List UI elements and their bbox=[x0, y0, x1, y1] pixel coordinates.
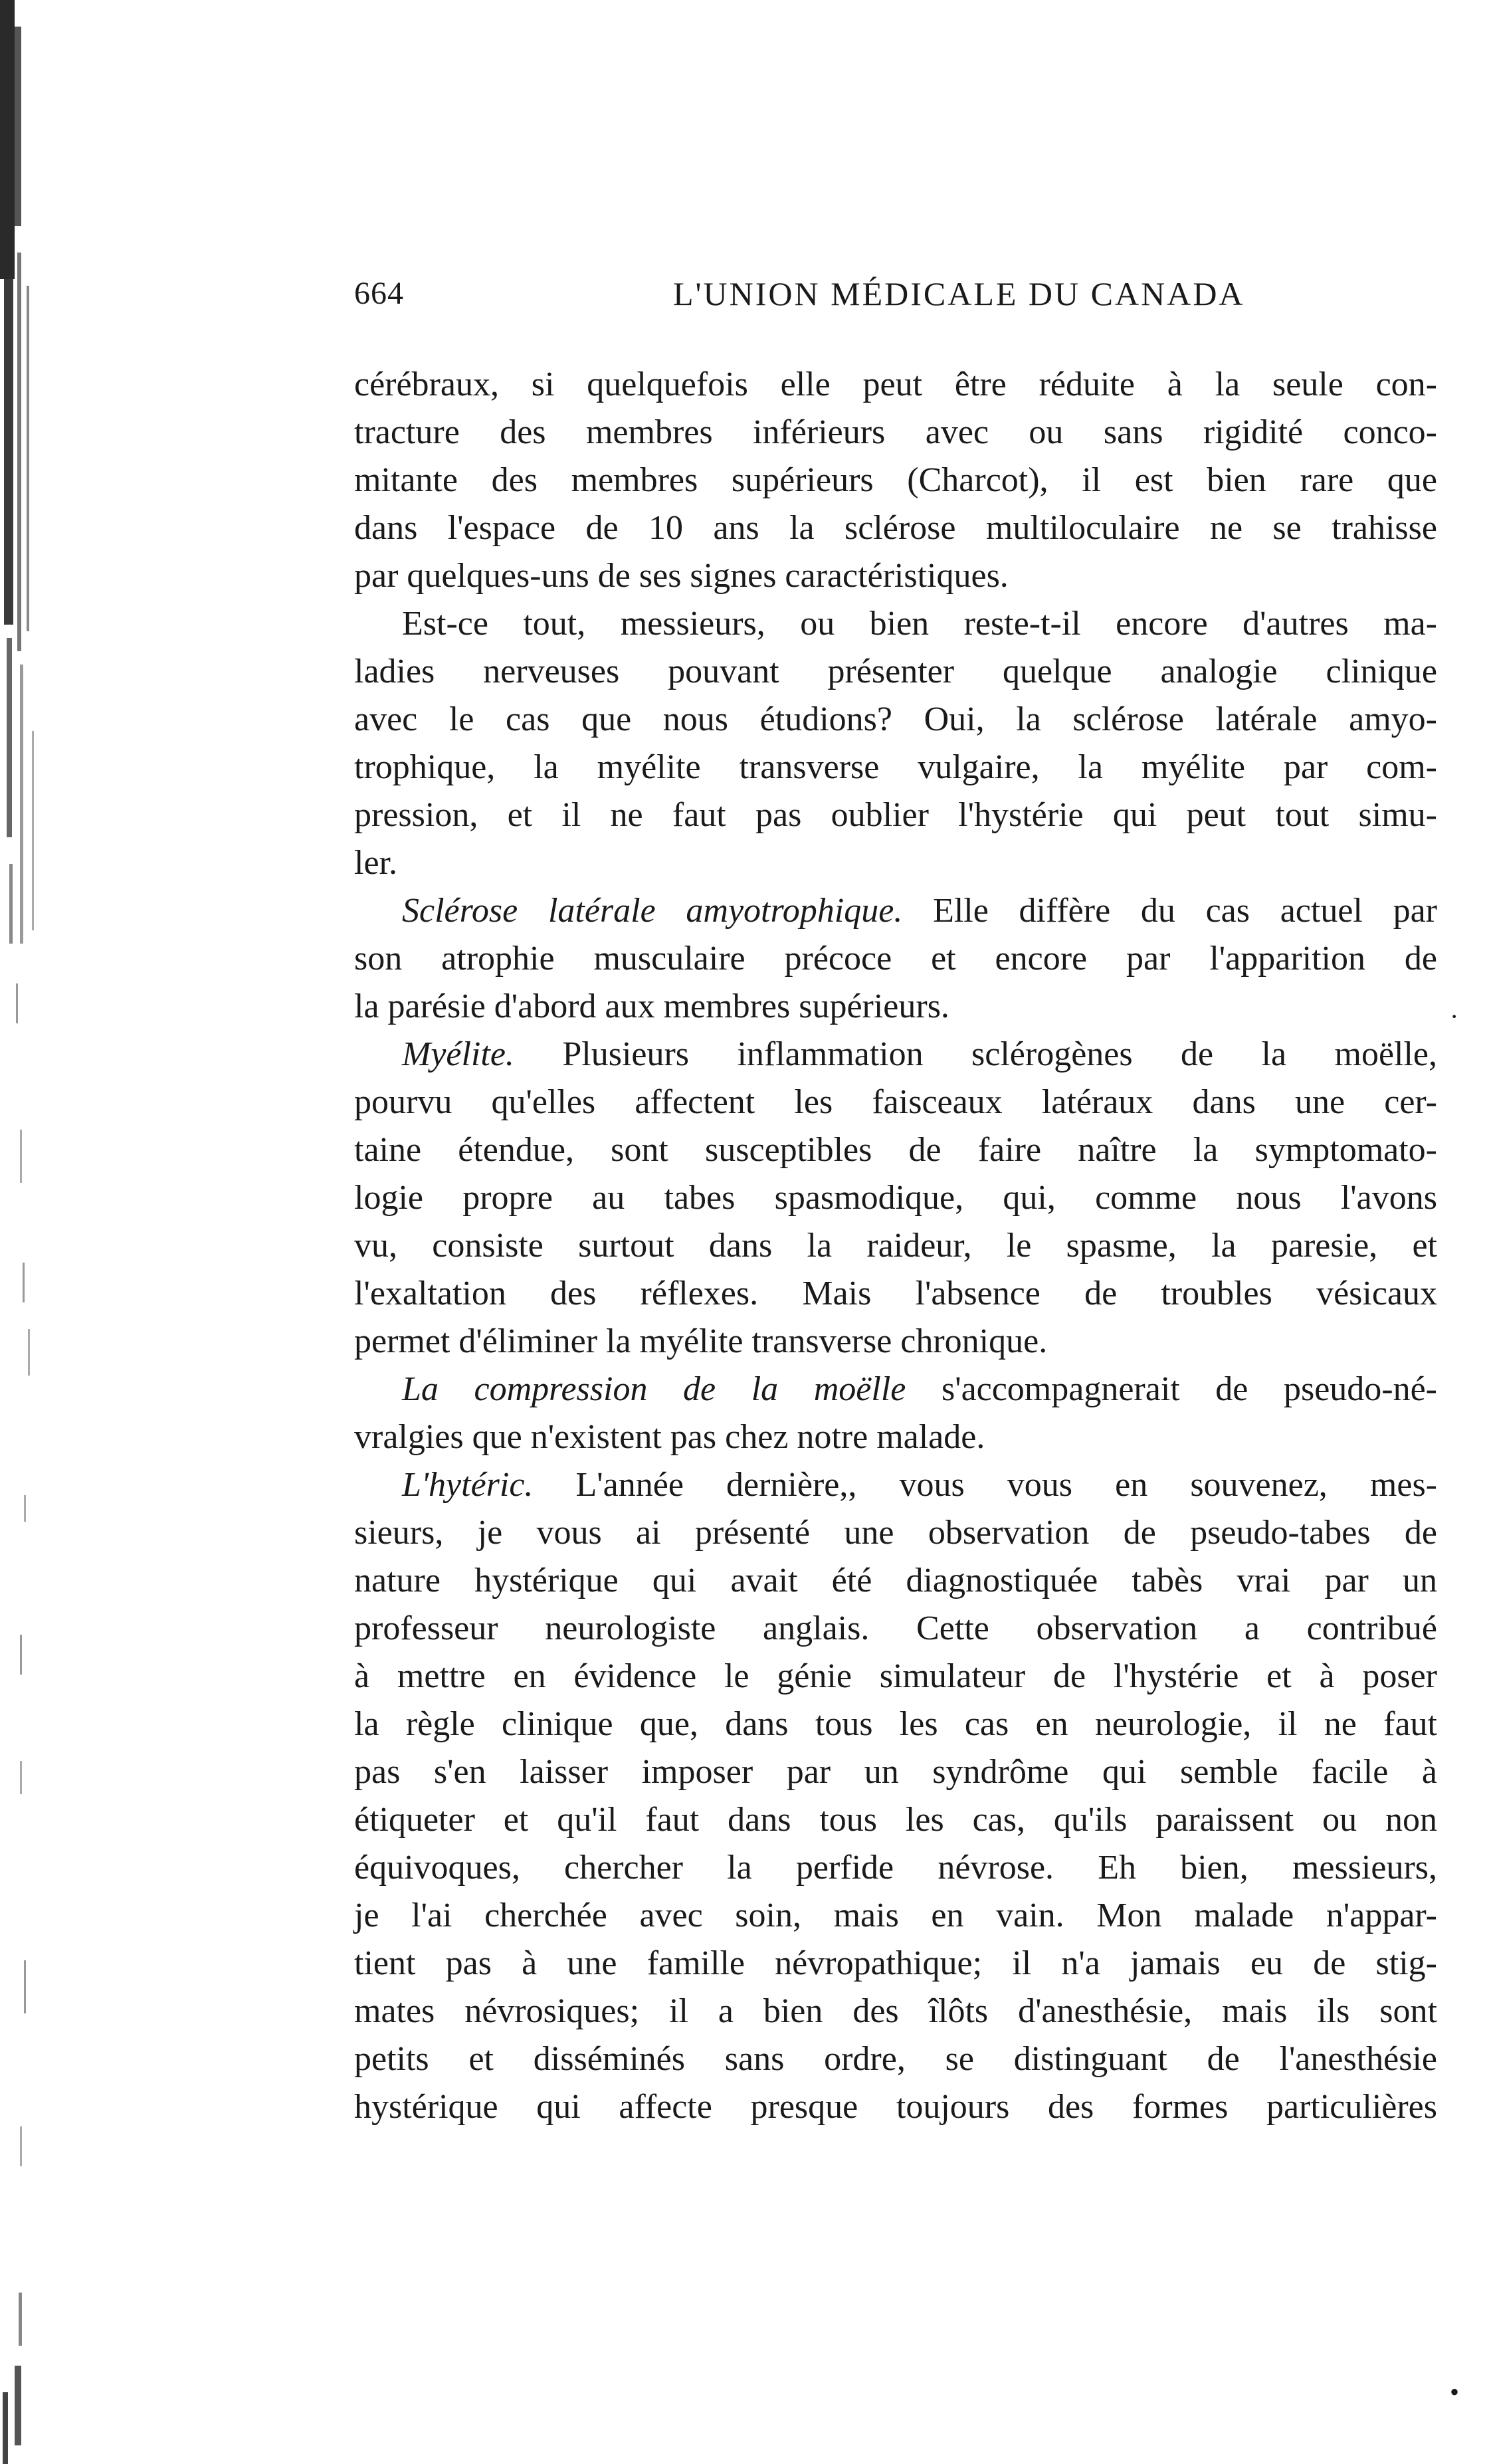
text-line bbox=[354, 1461, 1437, 1509]
text-line: pourvu qu'elles affectent les faisceaux latéraux dans une cer- bbox=[354, 1083, 1437, 1121]
scanned-binding-edge bbox=[0, 0, 60, 2464]
text-line: la règle clinique que, dans tous les cas en neurologie, il ne faut bbox=[354, 1705, 1437, 1743]
text-run: Elle diffère du cas actuel par bbox=[902, 892, 1437, 930]
journal-title: L'UNION MÉDICALE DU CANADA bbox=[673, 275, 1245, 312]
text-line bbox=[354, 1366, 1437, 1413]
paragraph-hysteria bbox=[354, 1461, 1437, 2131]
text-line: tracture des membres inférieurs avec ou sans rigidité conco- bbox=[354, 413, 1437, 451]
running-head bbox=[354, 274, 1284, 314]
text-line: avec le cas que nous étudions? Oui, la sclérose latérale amyo- bbox=[354, 700, 1437, 738]
text-line: nature hystérique qui avait été diagnostiquée tabès vrai par un bbox=[354, 1562, 1437, 1599]
text-run: L'année dernière,, vous vous en souvenez, mes- bbox=[533, 1466, 1437, 1504]
section-lead: Sclérose latérale amyotrophique. bbox=[402, 892, 903, 930]
article-body bbox=[354, 361, 1437, 2131]
text-line: trophique, la myélite transverse vulgaire, la myélite par com- bbox=[354, 748, 1437, 786]
text-line: équivoques, chercher la perfide névrose. Eh bien, messieurs, bbox=[354, 1849, 1437, 1887]
text-line: petits et disséminés sans ordre, se distinguant de l'anesthésie bbox=[354, 2040, 1437, 2078]
text-line: professeur neurologiste anglais. Cette observation a contribué bbox=[354, 1609, 1437, 1647]
text-run: Plusieurs inflammation sclérogènes de la moëlle, bbox=[514, 1035, 1437, 1073]
section-lead: L'hytéric. bbox=[402, 1466, 534, 1504]
paragraph-other-diseases bbox=[354, 600, 1437, 887]
text-line: ler. bbox=[354, 844, 397, 882]
text-line: taine étendue, sont susceptibles de faire naître la symptomato- bbox=[354, 1131, 1437, 1169]
text-line bbox=[354, 887, 1437, 935]
text-line: vralgies que n'existent pas chez notre malade. bbox=[354, 1418, 985, 1456]
section-lead: Myélite. bbox=[402, 1035, 514, 1073]
text-line: pression, et il ne faut pas oublier l'hystérie qui peut tout simu- bbox=[354, 796, 1437, 834]
section-lead: La compression de la moëlle bbox=[402, 1370, 906, 1408]
text-line: tient pas à une famille névropathique; il n'a jamais eu de stig- bbox=[354, 1944, 1437, 1982]
text-line: la parésie d'abord aux membres supérieurs. bbox=[354, 987, 949, 1025]
text-run: s'accompagnerait de pseudo-né- bbox=[906, 1370, 1438, 1408]
text-line: ladies nerveuses pouvant présenter quelque analogie clinique bbox=[354, 653, 1437, 690]
scan-speck: • bbox=[1450, 2377, 1460, 2407]
paragraph-lateral-sclerosis bbox=[354, 887, 1437, 1031]
scan-speck: · bbox=[1450, 1001, 1459, 1031]
page-number: 664 bbox=[354, 276, 404, 311]
text-line: l'exaltation des réflexes. Mais l'absence de troubles vésicaux bbox=[354, 1275, 1437, 1312]
paragraph-continued bbox=[354, 361, 1437, 600]
text-line bbox=[354, 1031, 1437, 1078]
text-line: pas s'en laisser imposer par un syndrôme qui semble facile à bbox=[354, 1753, 1437, 1791]
paragraph-compression bbox=[354, 1366, 1437, 1461]
text-line: vu, consiste surtout dans la raideur, le spasme, la paresie, et bbox=[354, 1227, 1437, 1265]
text-line: dans l'espace de 10 ans la sclérose multiloculaire ne se trahisse bbox=[354, 509, 1437, 547]
text-line: cérébraux, si quelquefois elle peut être réduite à la seule con- bbox=[354, 365, 1437, 403]
binding-edge-marks bbox=[0, 0, 60, 2464]
text-line: étiqueter et qu'il faut dans tous les cas, qu'ils paraissent ou non bbox=[354, 1801, 1437, 1839]
text-line: mitante des membres supérieurs (Charcot), il est bien rare que bbox=[354, 461, 1437, 499]
text-line: permet d'éliminer la myélite transverse chronique. bbox=[354, 1322, 1048, 1360]
text-line: hystérique qui affecte presque toujours des formes particulières bbox=[354, 2088, 1437, 2126]
text-line: logie propre au tabes spasmodique, qui, comme nous l'avons bbox=[354, 1179, 1437, 1217]
text-line: je l'ai cherchée avec soin, mais en vain. Mon malade n'appar- bbox=[354, 1897, 1437, 1934]
text-line: à mettre en évidence le génie simulateur de l'hystérie et à poser bbox=[354, 1657, 1437, 1695]
text-line: mates névrosiques; il a bien des îlôts d'anesthésie, mais ils sont bbox=[354, 1992, 1437, 2030]
text-line: son atrophie musculaire précoce et encore par l'apparition de bbox=[354, 940, 1437, 977]
text-line: sieurs, je vous ai présenté une observation de pseudo-tabes de bbox=[354, 1514, 1437, 1552]
text-line: par quelques-uns de ses signes caractéristiques. bbox=[354, 557, 1009, 595]
text-line: Est-ce tout, messieurs, ou bien reste-t-il encore d'autres ma- bbox=[402, 605, 1437, 643]
paragraph-myelitis bbox=[354, 1031, 1437, 1366]
